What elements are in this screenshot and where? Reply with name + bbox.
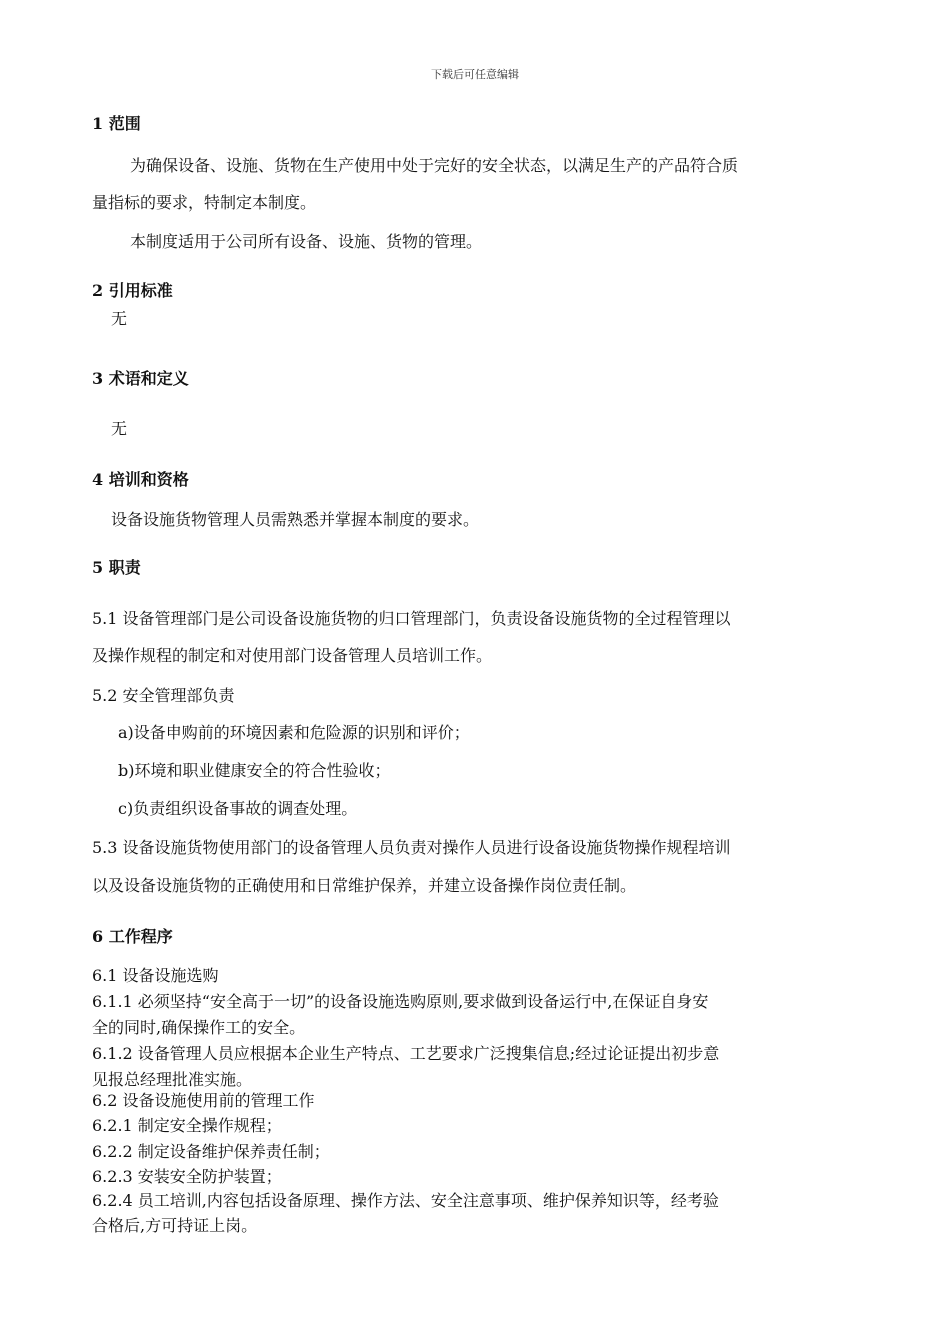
section-5-2-item-c: c)负责组织设备事故的调查处理。 [118, 799, 358, 818]
section-5-1-line-1: 5.1 设备管理部门是公司设备设施货物的归口管理部门，负责设备设施货物的全过程管理以 [92, 609, 731, 628]
section-1-paragraph-1-line-1: 为确保设备、设施、货物在生产使用中处于完好的安全状态，以满足生产的产品符合质 [130, 156, 739, 175]
section-1-title: 1 范围 [92, 114, 141, 133]
section-6-line-10: 6.2.4 员工培训,内容包括设备原理、操作方法、安全注意事项、维护保养知识等，经考验 [92, 1191, 719, 1210]
section-6-line-2: 6.1.1 必须坚持“安全高于一切”的设备设施选购原则,要求做到设备运行中,在保证自身安 [92, 992, 709, 1011]
section-6-title: 6 工作程序 [92, 927, 173, 946]
section-5-title: 5 职责 [92, 558, 141, 577]
section-2-title: 2 引用标准 [92, 281, 173, 300]
section-5-2: 5.2 安全管理部负责 [92, 686, 235, 705]
section-6-line-1: 6.1 设备设施选购 [92, 966, 219, 985]
section-5-2-item-a: a)设备申购前的环境因素和危险源的识别和评价； [118, 723, 470, 742]
section-1-paragraph-1-line-2: 量指标的要求，特制定本制度。 [92, 193, 317, 212]
section-6-line-3: 全的同时,确保操作工的安全。 [92, 1018, 306, 1037]
section-6-line-9: 6.2.3 安装安全防护装置； [92, 1167, 282, 1186]
page-header: 下载后可任意编辑 [431, 68, 519, 81]
section-3-title: 3 术语和定义 [92, 369, 189, 388]
section-6-line-4: 6.1.2 设备管理人员应根据本企业生产特点、工艺要求广泛搜集信息;经过论证提出初步意 [92, 1044, 720, 1063]
section-5-3-line-2: 以及设备设施货物的正确使用和日常维护保养，并建立设备操作岗位责任制。 [92, 876, 637, 895]
section-6-line-7: 6.2.1 制定安全操作规程； [92, 1116, 282, 1135]
section-1-paragraph-2: 本制度适用于公司所有设备、设施、货物的管理。 [130, 232, 483, 251]
section-6-line-6: 6.2 设备设施使用前的管理工作 [92, 1091, 315, 1110]
section-6-line-8: 6.2.2 制定设备维护保养责任制； [92, 1142, 330, 1161]
section-6-line-5: 见报总经理批准实施。 [92, 1070, 253, 1089]
section-2-body: 无 [111, 309, 128, 328]
section-5-3-line-1: 5.3 设备设施货物使用部门的设备管理人员负责对操作人员进行设备设施货物操作规程培训 [92, 838, 731, 857]
section-5-2-item-b: b)环境和职业健康安全的符合性验收； [118, 761, 391, 780]
section-3-body: 无 [111, 419, 128, 438]
section-5-1-line-2: 及操作规程的制定和对使用部门设备管理人员培训工作。 [92, 646, 493, 665]
section-4-body: 设备设施货物管理人员需熟悉并掌握本制度的要求。 [111, 510, 480, 529]
section-4-title: 4 培训和资格 [92, 470, 189, 489]
section-6-line-11: 合格后,方可持证上岗。 [92, 1216, 258, 1235]
